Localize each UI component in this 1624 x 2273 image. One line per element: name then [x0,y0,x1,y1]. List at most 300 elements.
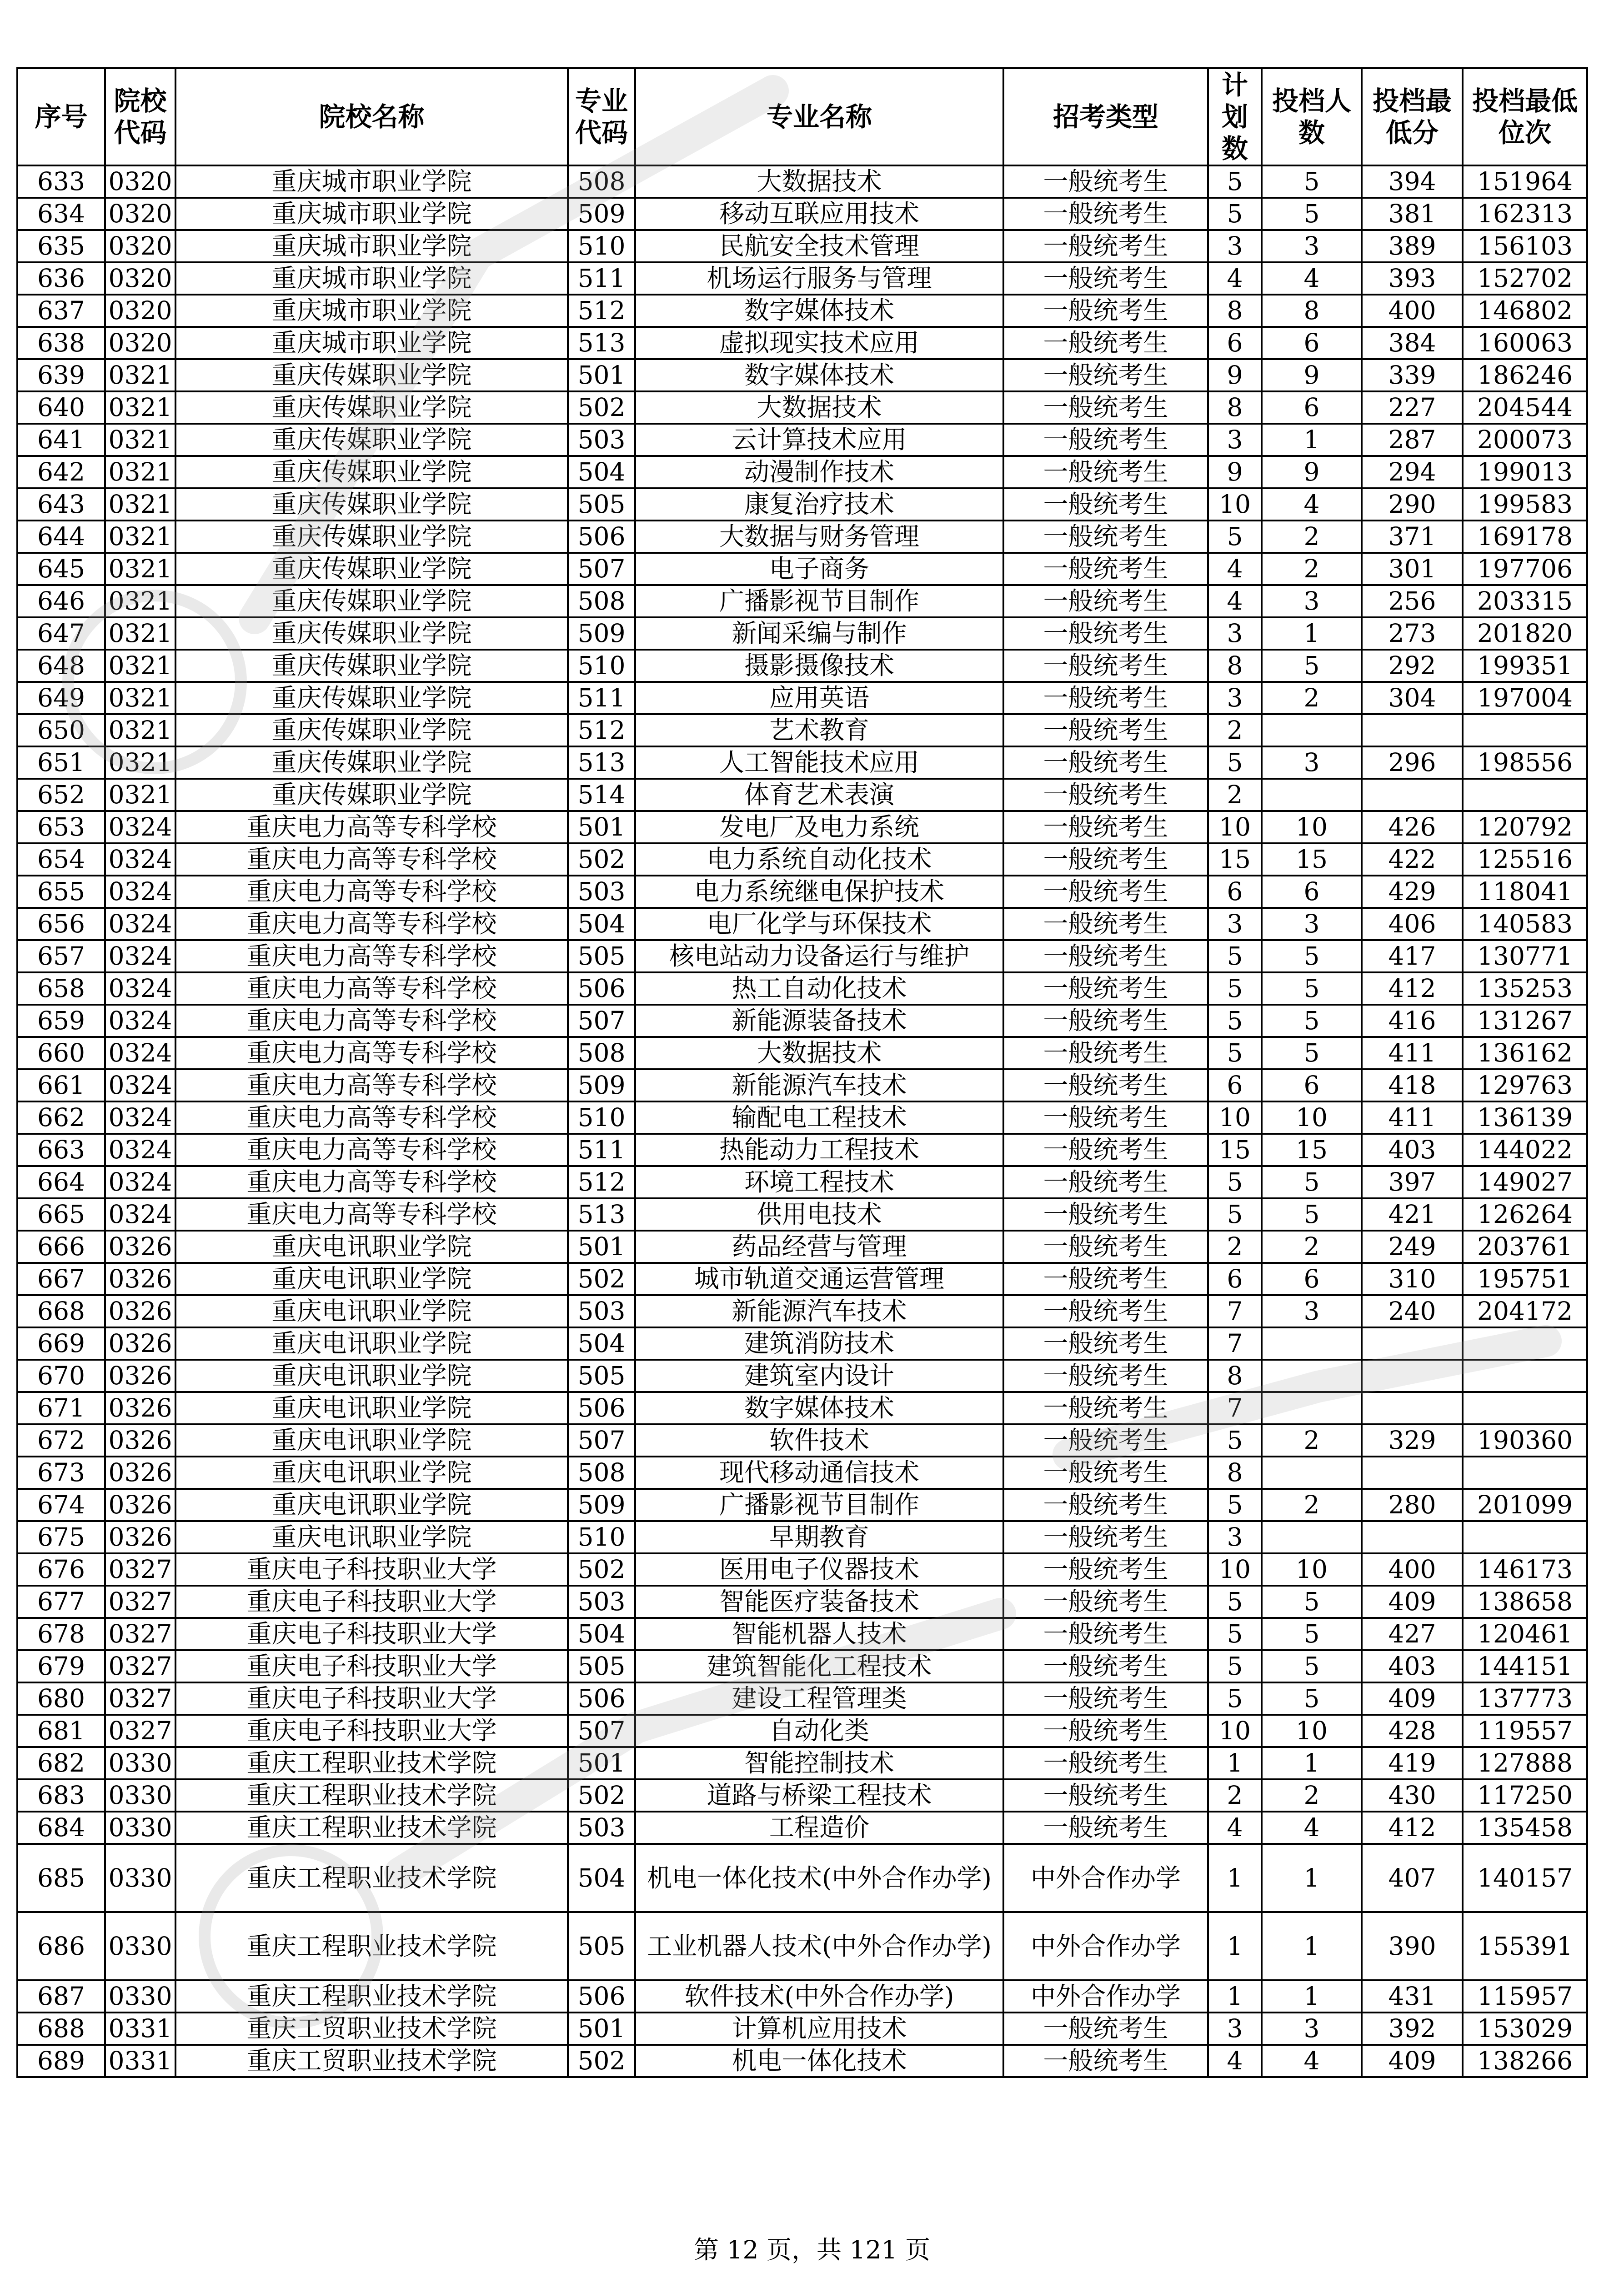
cell-plan-count: 2 [1208,1231,1262,1263]
cell-school-name: 重庆电讯职业学院 [175,1392,568,1424]
cell-admitted-count: 5 [1262,1166,1362,1198]
cell-school-name: 重庆传媒职业学院 [175,746,568,779]
cell-plan-count: 3 [1208,1521,1262,1553]
cell-school-code: 0321 [105,521,175,553]
cell-seq: 684 [17,1812,105,1844]
table-row [17,779,1587,811]
cell-school-code: 0326 [105,1457,175,1489]
cell-admitted-count: 1 [1262,1747,1362,1779]
cell-major-code: 505 [568,1912,635,1980]
cell-school-name: 重庆电子科技职业大学 [175,1553,568,1586]
table-row [17,1715,1587,1747]
cell-plan-count: 3 [1208,230,1262,262]
table-row [17,585,1587,617]
cell-min-score: 409 [1362,1682,1463,1715]
cell-seq: 664 [17,1166,105,1198]
cell-major-name: 机电一体化技术 [635,2045,1003,2077]
cell-admitted-count: 15 [1262,1134,1362,1166]
cell-min-score: 400 [1362,1553,1463,1586]
cell-admitted-count: 3 [1262,908,1362,940]
cell-min-rank: 120792 [1463,811,1587,843]
cell-major-code: 512 [568,714,635,746]
cell-plan-count: 8 [1208,391,1262,424]
header-school-name: 院校名称 [175,68,568,165]
cell-school-code: 0324 [105,1198,175,1231]
cell-major-code: 513 [568,746,635,779]
cell-admitted-count [1262,1457,1362,1489]
cell-school-name: 重庆传媒职业学院 [175,682,568,714]
cell-admitted-count: 9 [1262,359,1362,391]
cell-exam-type: 一般统考生 [1003,1682,1208,1715]
cell-admitted-count: 1 [1262,1844,1362,1912]
cell-plan-count: 6 [1208,876,1262,908]
cell-school-code: 0324 [105,1037,175,1069]
cell-school-name: 重庆电讯职业学院 [175,1327,568,1360]
cell-plan-count: 5 [1208,1198,1262,1231]
cell-min-score: 411 [1362,1037,1463,1069]
table-row [17,1327,1587,1360]
cell-exam-type: 一般统考生 [1003,1715,1208,1747]
cell-exam-type: 一般统考生 [1003,1489,1208,1521]
cell-exam-type: 一般统考生 [1003,714,1208,746]
cell-admitted-count: 2 [1262,1779,1362,1812]
cell-min-rank: 197004 [1463,682,1587,714]
cell-min-score: 403 [1362,1134,1463,1166]
cell-min-rank [1463,1327,1587,1360]
cell-major-code: 505 [568,1360,635,1392]
cell-major-code: 503 [568,424,635,456]
cell-school-name: 重庆电子科技职业大学 [175,1650,568,1682]
cell-seq: 644 [17,521,105,553]
cell-plan-count: 5 [1208,198,1262,230]
cell-major-code: 513 [568,1198,635,1231]
cell-major-name: 新能源汽车技术 [635,1295,1003,1327]
cell-major-name: 智能控制技术 [635,1747,1003,1779]
cell-plan-count: 5 [1208,1166,1262,1198]
cell-major-code: 501 [568,1231,635,1263]
cell-major-name: 新能源汽车技术 [635,1069,1003,1101]
cell-school-code: 0321 [105,650,175,682]
cell-min-rank: 199583 [1463,488,1587,521]
table-row [17,1263,1587,1295]
table-row [17,908,1587,940]
cell-min-score: 400 [1362,295,1463,327]
cell-min-score: 290 [1362,488,1463,521]
cell-school-code: 0330 [105,1844,175,1912]
table-row [17,1069,1587,1101]
cell-major-code: 506 [568,1392,635,1424]
cell-exam-type: 一般统考生 [1003,1618,1208,1650]
cell-school-name: 重庆电子科技职业大学 [175,1586,568,1618]
cell-major-name: 数字媒体技术 [635,359,1003,391]
cell-major-code: 502 [568,1263,635,1295]
cell-major-code: 508 [568,585,635,617]
cell-plan-count: 15 [1208,1134,1262,1166]
cell-exam-type: 一般统考生 [1003,1005,1208,1037]
cell-admitted-count: 4 [1262,488,1362,521]
cell-school-name: 重庆传媒职业学院 [175,488,568,521]
cell-min-rank: 130771 [1463,940,1587,972]
cell-min-score: 412 [1362,1812,1463,1844]
cell-plan-count: 4 [1208,1812,1262,1844]
cell-plan-count: 4 [1208,262,1262,295]
cell-major-code: 508 [568,165,635,198]
cell-major-name: 电子商务 [635,553,1003,585]
cell-seq: 633 [17,165,105,198]
table-row [17,198,1587,230]
cell-seq: 673 [17,1457,105,1489]
cell-seq: 640 [17,391,105,424]
cell-min-score: 227 [1362,391,1463,424]
cell-seq: 635 [17,230,105,262]
table-row [17,553,1587,585]
cell-plan-count: 1 [1208,1747,1262,1779]
cell-school-name: 重庆电力高等专科学校 [175,1005,568,1037]
cell-seq: 653 [17,811,105,843]
cell-major-code: 502 [568,2045,635,2077]
cell-school-code: 0324 [105,908,175,940]
cell-admitted-count: 10 [1262,811,1362,843]
cell-seq: 676 [17,1553,105,1586]
cell-exam-type: 一般统考生 [1003,1424,1208,1457]
cell-min-score: 381 [1362,198,1463,230]
cell-min-score: 371 [1362,521,1463,553]
cell-plan-count: 7 [1208,1392,1262,1424]
cell-seq: 658 [17,972,105,1005]
cell-admitted-count: 3 [1262,585,1362,617]
cell-min-rank: 146802 [1463,295,1587,327]
cell-plan-count: 4 [1208,553,1262,585]
table-row [17,617,1587,650]
cell-admitted-count [1262,1360,1362,1392]
cell-school-code: 0326 [105,1521,175,1553]
cell-admitted-count: 5 [1262,972,1362,1005]
header-seq: 序号 [17,68,105,165]
cell-major-name: 新能源装备技术 [635,1005,1003,1037]
cell-admitted-count: 9 [1262,456,1362,488]
cell-exam-type: 一般统考生 [1003,1779,1208,1812]
cell-major-code: 506 [568,1980,635,2013]
cell-school-name: 重庆工贸职业技术学院 [175,2013,568,2045]
cell-plan-count: 5 [1208,1618,1262,1650]
cell-min-score [1362,1327,1463,1360]
cell-major-code: 506 [568,972,635,1005]
cell-exam-type: 一般统考生 [1003,1360,1208,1392]
cell-school-code: 0327 [105,1715,175,1747]
table-row [17,1134,1587,1166]
cell-school-code: 0321 [105,553,175,585]
cell-school-code: 0327 [105,1586,175,1618]
cell-seq: 659 [17,1005,105,1037]
cell-exam-type: 一般统考生 [1003,456,1208,488]
cell-min-score: 294 [1362,456,1463,488]
cell-major-name: 广播影视节目制作 [635,1489,1003,1521]
cell-exam-type: 中外合作办学 [1003,1980,1208,2013]
cell-admitted-count: 2 [1262,1489,1362,1521]
cell-plan-count: 3 [1208,424,1262,456]
cell-school-name: 重庆电子科技职业大学 [175,1715,568,1747]
cell-school-code: 0321 [105,456,175,488]
cell-min-rank: 203761 [1463,1231,1587,1263]
cell-school-name: 重庆传媒职业学院 [175,779,568,811]
table-row [17,1166,1587,1198]
table-body [17,165,1587,2077]
cell-admitted-count: 2 [1262,521,1362,553]
cell-school-code: 0321 [105,391,175,424]
cell-major-code: 501 [568,359,635,391]
cell-min-rank: 115957 [1463,1980,1587,2013]
cell-min-score [1362,1360,1463,1392]
cell-major-code: 507 [568,553,635,585]
cell-school-code: 0321 [105,779,175,811]
cell-major-name: 电力系统自动化技术 [635,843,1003,876]
cell-major-name: 应用英语 [635,682,1003,714]
table-row [17,876,1587,908]
cell-seq: 669 [17,1327,105,1360]
cell-admitted-count [1262,1521,1362,1553]
cell-exam-type: 一般统考生 [1003,1586,1208,1618]
cell-min-score: 431 [1362,1980,1463,2013]
cell-major-code: 513 [568,327,635,359]
cell-min-score: 429 [1362,876,1463,908]
cell-school-name: 重庆电力高等专科学校 [175,908,568,940]
cell-major-name: 供用电技术 [635,1198,1003,1231]
cell-school-code: 0330 [105,1912,175,1980]
cell-seq: 683 [17,1779,105,1812]
cell-plan-count: 10 [1208,811,1262,843]
cell-min-score: 304 [1362,682,1463,714]
cell-admitted-count: 2 [1262,682,1362,714]
cell-exam-type: 中外合作办学 [1003,1844,1208,1912]
cell-school-name: 重庆工程职业技术学院 [175,1912,568,1980]
cell-min-rank: 144022 [1463,1134,1587,1166]
cell-major-code: 505 [568,940,635,972]
cell-min-rank: 138266 [1463,2045,1587,2077]
table-row [17,1650,1587,1682]
cell-seq: 636 [17,262,105,295]
cell-admitted-count: 3 [1262,746,1362,779]
table-row [17,1392,1587,1424]
cell-min-score: 301 [1362,553,1463,585]
cell-admitted-count: 10 [1262,1101,1362,1134]
cell-min-rank: 118041 [1463,876,1587,908]
cell-school-code: 0326 [105,1327,175,1360]
cell-seq: 668 [17,1295,105,1327]
cell-seq: 647 [17,617,105,650]
cell-min-score: 422 [1362,843,1463,876]
table-row [17,1912,1587,1980]
cell-exam-type: 一般统考生 [1003,165,1208,198]
cell-seq: 671 [17,1392,105,1424]
cell-seq: 688 [17,2013,105,2045]
cell-exam-type: 一般统考生 [1003,779,1208,811]
header-major-name: 专业名称 [635,68,1003,165]
cell-plan-count: 6 [1208,1069,1262,1101]
header-min-rank: 投档最低位次 [1463,68,1587,165]
cell-seq: 642 [17,456,105,488]
header-plan-count: 计划数 [1208,68,1262,165]
cell-major-code: 509 [568,617,635,650]
cell-school-code: 0320 [105,295,175,327]
cell-admitted-count: 1 [1262,424,1362,456]
cell-seq: 679 [17,1650,105,1682]
cell-school-name: 重庆工贸职业技术学院 [175,2045,568,2077]
cell-exam-type: 一般统考生 [1003,1198,1208,1231]
cell-seq: 661 [17,1069,105,1101]
cell-school-name: 重庆工程职业技术学院 [175,1812,568,1844]
cell-admitted-count: 6 [1262,327,1362,359]
cell-exam-type: 一般统考生 [1003,650,1208,682]
cell-min-score: 407 [1362,1844,1463,1912]
cell-major-name: 大数据技术 [635,391,1003,424]
cell-seq: 677 [17,1586,105,1618]
cell-exam-type: 一般统考生 [1003,746,1208,779]
cell-major-code: 507 [568,1424,635,1457]
cell-school-code: 0326 [105,1489,175,1521]
cell-admitted-count: 5 [1262,1586,1362,1618]
cell-school-name: 重庆电力高等专科学校 [175,1037,568,1069]
cell-school-code: 0321 [105,424,175,456]
cell-major-name: 广播影视节目制作 [635,585,1003,617]
cell-major-name: 数字媒体技术 [635,295,1003,327]
table-row [17,682,1587,714]
cell-school-code: 0324 [105,1005,175,1037]
table-row [17,295,1587,327]
cell-school-code: 0326 [105,1392,175,1424]
cell-plan-count: 2 [1208,1779,1262,1812]
cell-major-code: 506 [568,1682,635,1715]
cell-min-rank: 160063 [1463,327,1587,359]
cell-major-code: 502 [568,1779,635,1812]
cell-admitted-count: 6 [1262,876,1362,908]
cell-school-code: 0324 [105,1134,175,1166]
table-row [17,746,1587,779]
cell-plan-count: 5 [1208,746,1262,779]
cell-school-name: 重庆电力高等专科学校 [175,843,568,876]
cell-exam-type: 一般统考生 [1003,876,1208,908]
cell-school-code: 0321 [105,746,175,779]
cell-exam-type: 一般统考生 [1003,1650,1208,1682]
cell-admitted-count: 8 [1262,295,1362,327]
cell-school-name: 重庆电力高等专科学校 [175,1134,568,1166]
table-row [17,650,1587,682]
cell-school-name: 重庆工程职业技术学院 [175,1779,568,1812]
header-row [17,68,1587,165]
cell-min-rank: 162313 [1463,198,1587,230]
cell-school-name: 重庆电讯职业学院 [175,1263,568,1295]
cell-seq: 667 [17,1263,105,1295]
cell-school-name: 重庆工程职业技术学院 [175,1980,568,2013]
cell-major-name: 智能医疗装备技术 [635,1586,1003,1618]
cell-min-rank: 204544 [1463,391,1587,424]
cell-major-name: 人工智能技术应用 [635,746,1003,779]
cell-school-code: 0320 [105,198,175,230]
cell-min-score: 249 [1362,1231,1463,1263]
cell-exam-type: 一般统考生 [1003,424,1208,456]
header-school-code: 院校代码 [105,68,175,165]
cell-seq: 650 [17,714,105,746]
table-row [17,165,1587,198]
cell-admitted-count: 4 [1262,262,1362,295]
cell-major-name: 软件技术 [635,1424,1003,1457]
cell-major-name: 新闻采编与制作 [635,617,1003,650]
cell-exam-type: 一般统考生 [1003,1457,1208,1489]
cell-school-name: 重庆传媒职业学院 [175,585,568,617]
cell-school-name: 重庆工程职业技术学院 [175,1747,568,1779]
cell-school-code: 0327 [105,1618,175,1650]
cell-plan-count: 8 [1208,295,1262,327]
cell-school-code: 0326 [105,1360,175,1392]
cell-major-code: 509 [568,198,635,230]
cell-major-code: 509 [568,1069,635,1101]
cell-min-score: 384 [1362,327,1463,359]
cell-major-code: 502 [568,1553,635,1586]
cell-school-code: 0331 [105,2013,175,2045]
cell-major-code: 510 [568,230,635,262]
cell-min-rank: 136162 [1463,1037,1587,1069]
table-row [17,1980,1587,2013]
cell-min-score [1362,1521,1463,1553]
cell-admitted-count [1262,779,1362,811]
cell-exam-type: 一般统考生 [1003,585,1208,617]
cell-school-code: 0321 [105,359,175,391]
cell-major-code: 508 [568,1457,635,1489]
cell-exam-type: 一般统考生 [1003,359,1208,391]
cell-min-score [1362,714,1463,746]
cell-admitted-count: 1 [1262,1912,1362,1980]
cell-min-rank: 204172 [1463,1295,1587,1327]
cell-min-score: 418 [1362,1069,1463,1101]
cell-plan-count: 5 [1208,521,1262,553]
cell-school-code: 0327 [105,1682,175,1715]
cell-school-name: 重庆电讯职业学院 [175,1231,568,1263]
cell-school-name: 重庆电讯职业学院 [175,1457,568,1489]
cell-school-name: 重庆城市职业学院 [175,230,568,262]
cell-major-name: 建设工程管理类 [635,1682,1003,1715]
cell-major-code: 507 [568,1715,635,1747]
cell-admitted-count: 1 [1262,617,1362,650]
table-row [17,1586,1587,1618]
table-row [17,327,1587,359]
cell-min-score: 406 [1362,908,1463,940]
cell-major-code: 502 [568,391,635,424]
cell-exam-type: 一般统考生 [1003,230,1208,262]
cell-school-name: 重庆传媒职业学院 [175,650,568,682]
header-min-score: 投档最低分 [1362,68,1463,165]
cell-plan-count: 10 [1208,488,1262,521]
cell-admitted-count: 15 [1262,843,1362,876]
cell-seq: 655 [17,876,105,908]
cell-school-name: 重庆城市职业学院 [175,327,568,359]
cell-major-code: 504 [568,456,635,488]
cell-min-score: 256 [1362,585,1463,617]
cell-exam-type: 一般统考生 [1003,1327,1208,1360]
cell-exam-type: 中外合作办学 [1003,1912,1208,1980]
cell-seq: 682 [17,1747,105,1779]
cell-exam-type: 一般统考生 [1003,1263,1208,1295]
table-row [17,1101,1587,1134]
cell-min-rank: 186246 [1463,359,1587,391]
cell-school-name: 重庆城市职业学院 [175,262,568,295]
cell-plan-count: 10 [1208,1715,1262,1747]
cell-exam-type: 一般统考生 [1003,1521,1208,1553]
cell-min-rank: 169178 [1463,521,1587,553]
cell-min-rank [1463,1392,1587,1424]
cell-school-name: 重庆电力高等专科学校 [175,940,568,972]
cell-seq: 685 [17,1844,105,1912]
cell-seq: 662 [17,1101,105,1134]
table-row [17,424,1587,456]
